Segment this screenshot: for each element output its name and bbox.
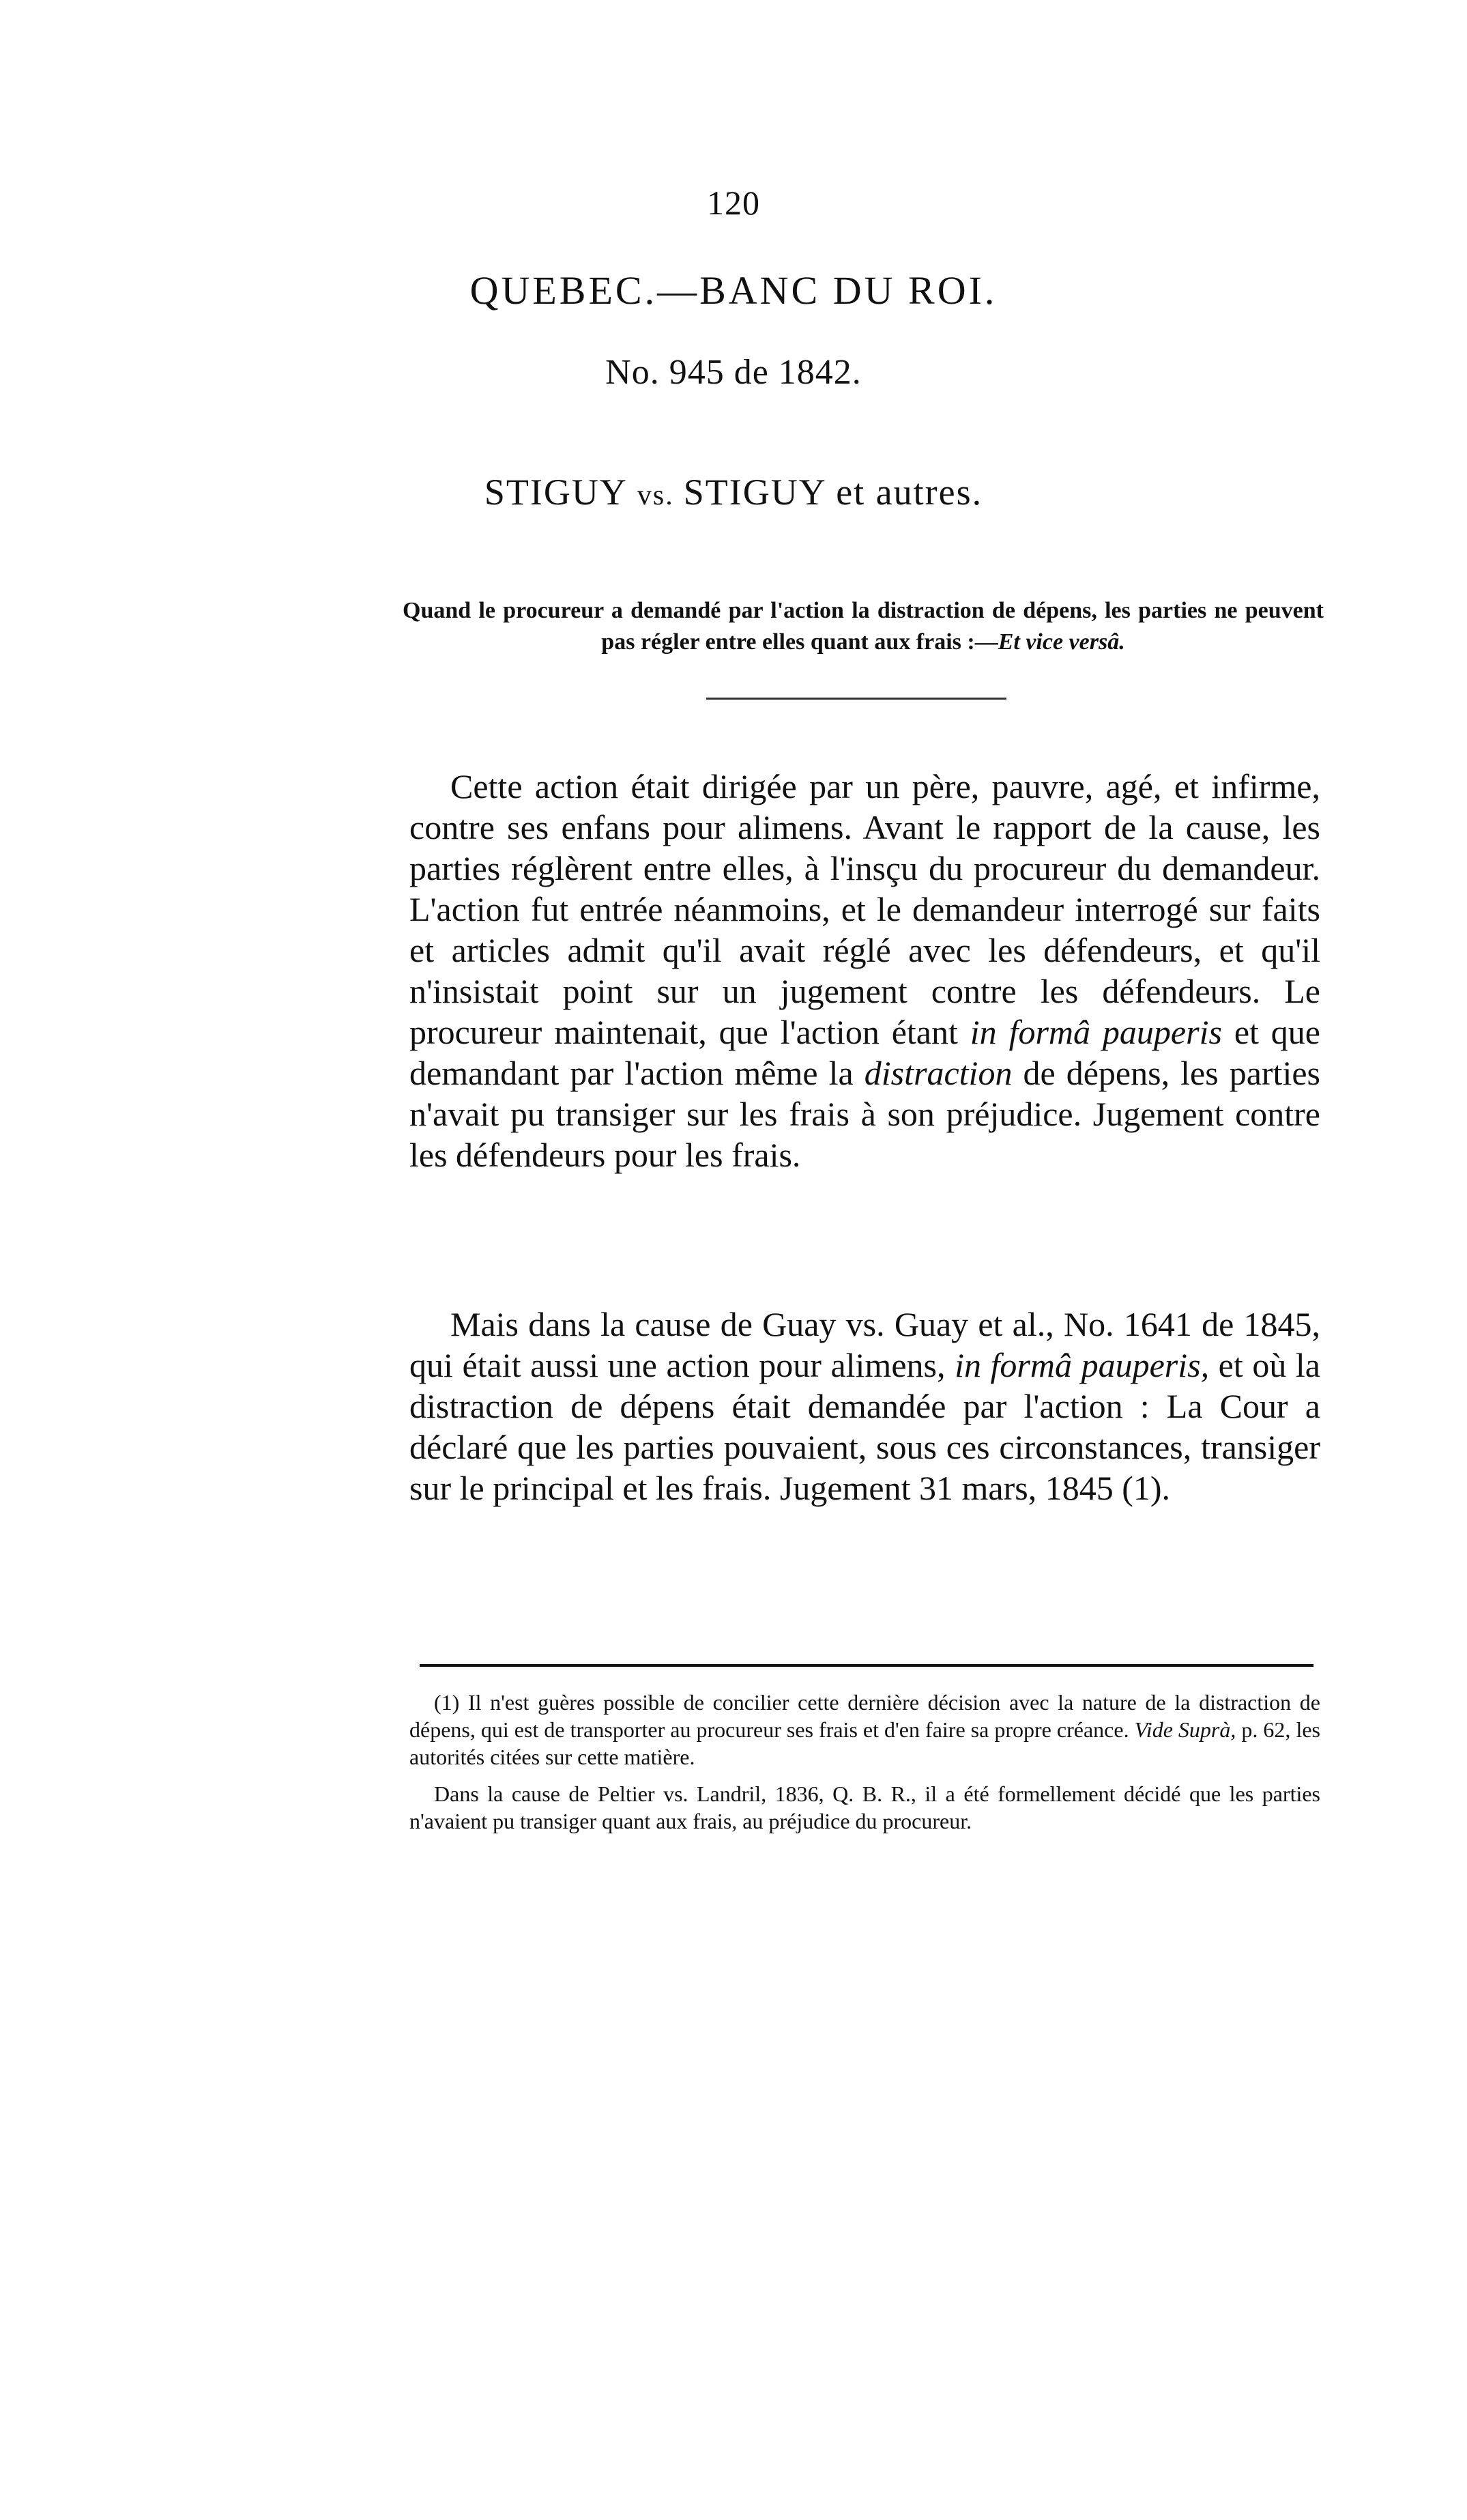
footnote-divider: [420, 1664, 1313, 1667]
page-number: 120: [707, 184, 760, 222]
case-defendants: STIGUY et autres.: [683, 472, 983, 513]
case-plaintiff: STIGUY: [484, 472, 628, 513]
footnotes: [409, 1689, 1320, 1844]
court-heading: QUEBEC.—BANC DU ROI.: [469, 268, 998, 313]
paragraph-1-italic-b: in formâ pauperis: [970, 1013, 1222, 1051]
paragraph-2-italic-b: in formâ pauperis,: [955, 1346, 1210, 1384]
paragraph-2: [409, 1304, 1320, 1508]
paragraph-2-text-a: Mais dans la cause de Guay vs. Guay et al., No. 1641 de 1845, qui était aussi une action pour alimens,: [409, 1305, 1320, 1384]
footnote-1-italic-b: Vide Suprà,: [1134, 1717, 1236, 1742]
footnote-1-text-c: p. 62, les autorités citées sur cette matière.: [409, 1717, 1321, 1769]
paragraph-1: [409, 766, 1320, 1175]
paragraph-2-text-c: et où la distraction de dépens était demandée par l'action : La Cour a déclaré que les parties pouvaient, sous ces circonstances, transiger sur le principal et les frais. Jugement 31 mars, 1845 (1).: [409, 1346, 1320, 1507]
footnote-2: [409, 1780, 1320, 1835]
footnote-1: [409, 1689, 1320, 1771]
section-divider: [706, 698, 1006, 700]
footnote-2-text: Dans la cause de Peltier vs. Landril, 1836, Q. B. R., il a été formellement décidé que les parties n'avaient pu transiger quant aux frais, au préjudice du procureur.: [409, 1781, 1320, 1833]
case-number: No. 945 de 1842.: [605, 353, 862, 392]
paragraph-1-text-a: Cette action était dirigée par un père, pauvre, agé, et infirme, contre ses enfans pour alimens. Avant le rapport de la cause, les parties réglèrent entre elles, à l'insçu du procureur du demandeur. L'action fut entrée néanmoins, et le demandeur interrogé sur faits et articles admit qu'il avait réglé avec les défendeurs, et qu'il n'insistait point sur un jugement contre les défendeurs. Le procureur maintenait, que l'action étant: [409, 767, 1320, 1051]
paragraph-1-text-c: et que demandant par l'action même la: [409, 1013, 1320, 1092]
case-versus: vs.: [637, 480, 674, 511]
footnote-1-text-a: (1) Il n'est guères possible de concilier cette dernière décision avec la nature de la distraction de dépens, qui est de transporter au procureur ses frais et d'en faire sa propre créance.: [409, 1690, 1320, 1742]
case-title: [0, 471, 1467, 513]
paragraph-1-text-e: de dépens, les parties n'avait pu transiger sur les frais à son préjudice. Jugement contre les défendeurs pour les frais.: [409, 1054, 1320, 1174]
paragraph-1-italic-d: distraction: [864, 1054, 1013, 1092]
headnote-italic-tail: Et vice versâ.: [998, 629, 1125, 655]
headnote: [403, 595, 1324, 658]
headnote-text: Quand le procureur a demandé par l'action la distraction de dépens, les parties ne peuvent pas régler entre elles quant aux frais :—: [403, 598, 1324, 655]
